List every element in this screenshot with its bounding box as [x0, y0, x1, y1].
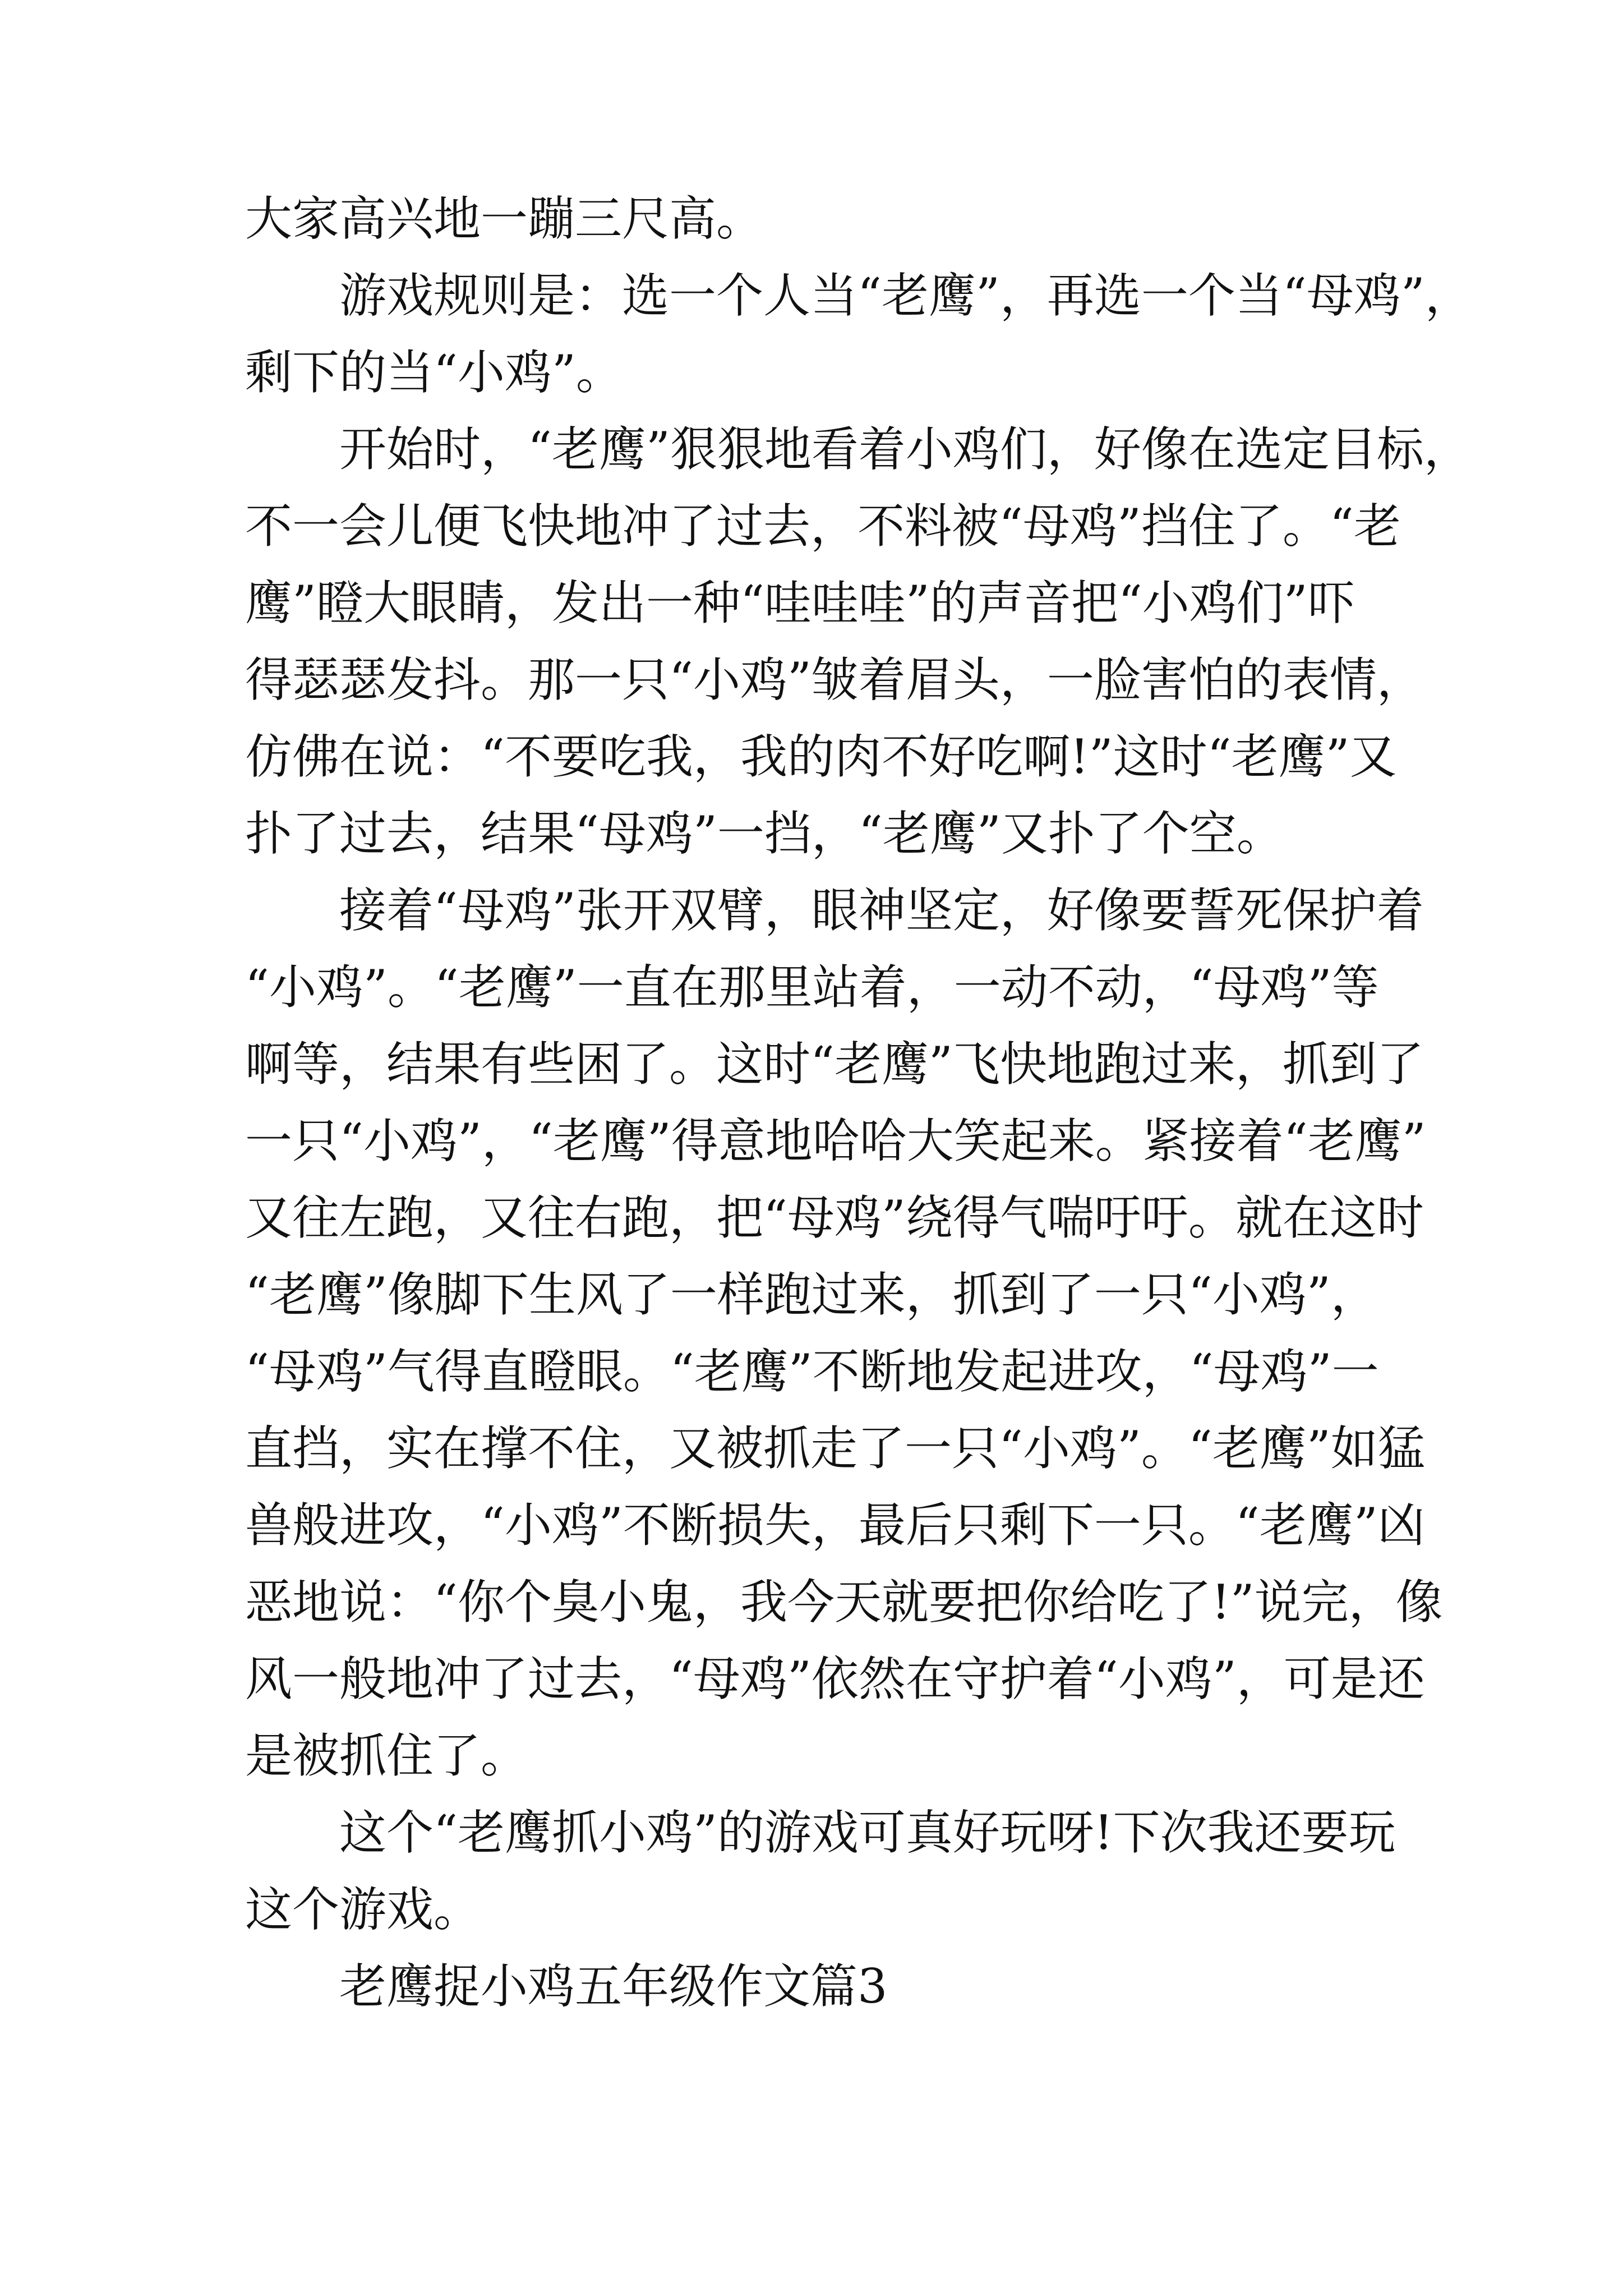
text-line: 这个“老鹰抓小鸡”的游戏可真好玩呀!下次我还要玩 [339, 1805, 1396, 1860]
text-line: 剩下的当“小鸡”。 [245, 345, 623, 400]
text-line: 开始时，“老鹰”狠狠地看着小鸡们，好像在选定目标， [339, 422, 1471, 477]
text-line: 兽般进攻，“小鸡”不断损失，最后只剩下一只。“老鹰”凶 [245, 1498, 1425, 1553]
section-heading: 老鹰捉小鸡五年级作文篇3 [339, 1959, 888, 2014]
text-line: 是被抓住了。 [245, 1728, 528, 1783]
text-line: 又往左跑，又往右跑，把“母鸡”绕得气喘吁吁。就在这时 [245, 1190, 1424, 1245]
text-line: 一只“小鸡”，“老鹰”得意地哈哈大笑起来。紧接着“老鹰” [245, 1114, 1426, 1168]
text-line: 啊等，结果有些困了。这时“老鹰”飞快地跑过来，抓到了 [245, 1037, 1424, 1092]
text-line: 接着“母鸡”张开双臂，眼神坚定，好像要誓死保护着 [339, 883, 1424, 938]
text-line: 这个游戏。 [245, 1882, 481, 1937]
text-line: 仿佛在说：“不要吃我，我的肉不好吃啊!”这时“老鹰”又 [245, 729, 1397, 784]
text-line: 不一会儿便飞快地冲了过去，不料被“母鸡”挡住了。“老 [245, 499, 1401, 554]
text-line: 鹰”瞪大眼睛，发出一种“哇哇哇”的声音把“小鸡们”吓 [245, 576, 1355, 631]
text-line: 风一般地冲了过去，“母鸡”依然在守护着“小鸡”，可是还 [245, 1651, 1425, 1706]
text-line: 扑了过去，结果“母鸡”一挡，“老鹰”又扑了个空。 [245, 806, 1284, 861]
text-line: 大家高兴地一蹦三尺高。 [245, 191, 764, 246]
text-line: “小鸡”。“老鹰”一直在那里站着，一动不动，“母鸡”等 [245, 960, 1379, 1015]
text-line: “母鸡”气得直瞪眼。“老鹰”不断地发起进攻，“母鸡”一 [245, 1344, 1379, 1399]
text-line: 恶地说：“你个臭小鬼，我今天就要把你给吃了!”说完，像 [245, 1575, 1443, 1630]
text-line: 游戏规则是：选一个人当“老鹰”，再选一个当“母鸡”， [339, 268, 1472, 323]
text-line: “老鹰”像脚下生风了一样跑过来，抓到了一只“小鸡”， [245, 1267, 1378, 1322]
text-line: 得瑟瑟发抖。那一只“小鸡”皱着眉头，一脸害怕的表情， [245, 652, 1424, 707]
text-line: 直挡，实在撑不住，又被抓走了一只“小鸡”。“老鹰”如猛 [245, 1421, 1425, 1476]
